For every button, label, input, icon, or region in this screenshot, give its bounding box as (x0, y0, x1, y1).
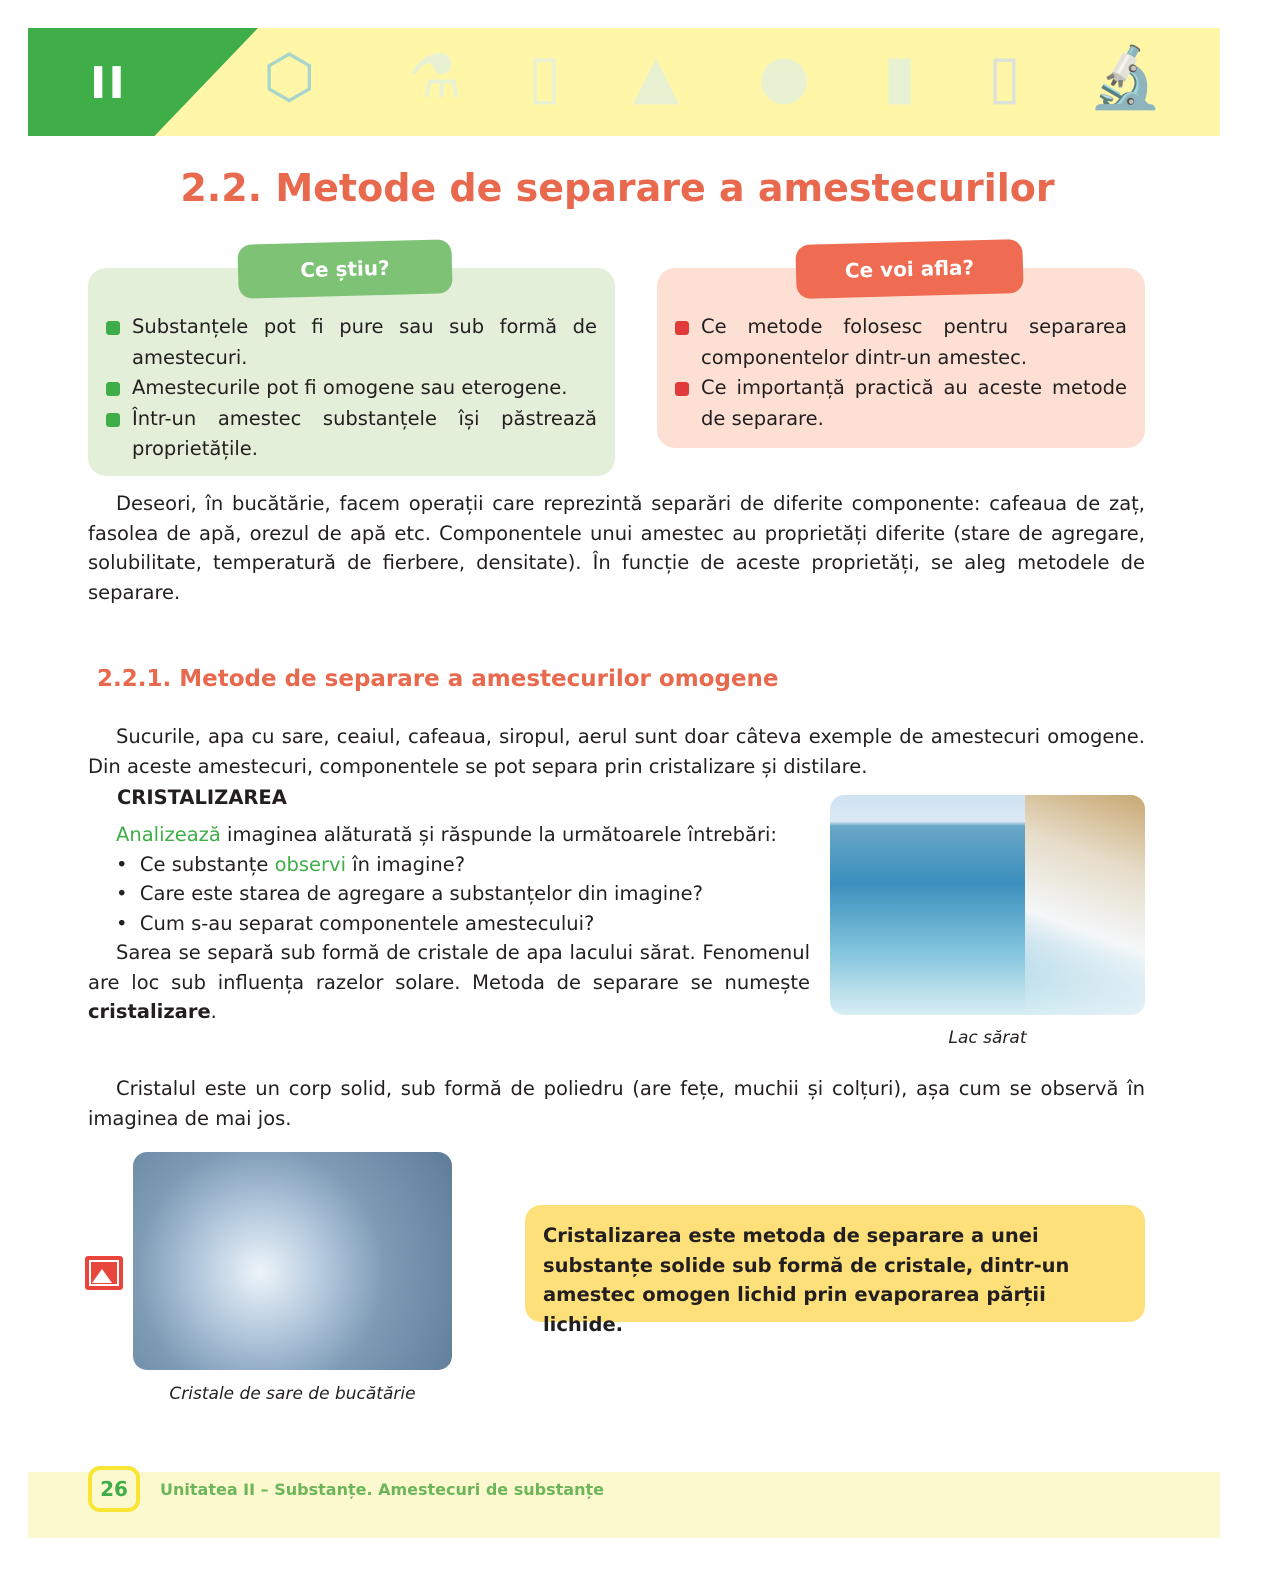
definition-box: Cristalizarea este metoda de separare a unei substanțe solide sub formă de cristale, dintr-un amestec omogen lichid prin evaporarea părții lichide. (525, 1205, 1145, 1322)
salt-lake-image (830, 795, 1145, 1015)
chapter-badge (28, 28, 258, 136)
what-i-know-box (88, 268, 615, 476)
list-item: Substanțele pot fi pure sau sub formă de amestecuri. (106, 312, 597, 373)
crystals-caption: Cristale de sare de bucătărie (169, 1384, 416, 1404)
question-item: • Cum s-au separat componentele amestecului? (116, 911, 595, 935)
thermometer-icon: ▯ (528, 42, 562, 112)
chapter-header-band (28, 28, 1220, 136)
list-item: Ce metode folosesc pentru separarea componentelor dintr-un amestec. (675, 312, 1127, 373)
task-text: imaginea alăturată și răspunde la următoarele întrebări: (220, 823, 777, 846)
cristalizarea-heading: CRISTALIZAREA (117, 786, 287, 809)
crystallization-text (88, 820, 810, 1027)
question-item: • Care este starea de agregare a substanțelor din imagine? (116, 882, 703, 905)
microscope-icon: 🔬 (1088, 43, 1163, 113)
molecule-icon: ⬡ (263, 42, 316, 112)
unit-number: II (90, 58, 127, 109)
explain-paragraph: Sarea se separă sub formă de cristale de apa lacului sărat. Fenomenul are loc sub influența razelor solare. Metoda de separare se numește cristalizare. (88, 941, 810, 1023)
beaker-icon: ▮ (883, 42, 917, 112)
page-number: 26 (88, 1466, 140, 1512)
question-item: • Ce substanțe observi în imagine? (116, 852, 466, 876)
list-item: Ce importanță practică au aceste metode de separare. (675, 373, 1127, 434)
lake-caption: Lac sărat (948, 1028, 1027, 1048)
section-heading: 2.2.1. Metode de separare a amestecurilor omogene (97, 666, 779, 692)
task-verb: Analizează (116, 823, 221, 846)
test-tube-icon: ▯ (988, 42, 1022, 112)
round-flask-icon: ● (758, 42, 811, 112)
list-item: Amestecurile pot fi omogene sau eterogene. (106, 373, 597, 404)
intro-paragraph: Deseori, în bucătărie, facem operații care reprezintă separări de diferite componente: cafeaua de zaț, fasolea de apă, orezul de apă etc. Componentele unui amestec au proprietăți diferite (stare de agregare, solubilitate, temperatură de fierbere, densitate). În funcție de aceste proprietăți, se aleg metodele de separare. (88, 492, 1145, 604)
image-icon[interactable] (85, 1256, 123, 1290)
flask-icon: ⚗ (408, 42, 462, 112)
footer-unit-title: Unitatea II – Substanțe. Amestecuri de substanțe (160, 1480, 604, 1499)
crystal-paragraph: Cristalul este un corp solid, sub formă de poliedru (are fețe, muchii și colțuri), așa cum se observă în imaginea de mai jos. (88, 1077, 1145, 1130)
what-i-know-tab: Ce știu? (237, 239, 452, 299)
what-i-will-learn-tab: Ce voi afla? (795, 239, 1023, 299)
list-item: Într-un amestec substanțele își păstrează proprietățile. (106, 404, 597, 465)
page-title: 2.2. Metode de separare a amestecurilor (180, 166, 1055, 210)
salt-crystals-image (133, 1152, 452, 1370)
erlenmeyer-icon: ▲ (633, 42, 680, 112)
section-paragraph: Sucurile, apa cu sare, ceaiul, cafeaua, siropul, aerul sunt doar câteva exemple de amestecuri omogene. Din aceste amestecuri, componentele se pot separa prin cristalizare și distilare. (88, 725, 1145, 778)
